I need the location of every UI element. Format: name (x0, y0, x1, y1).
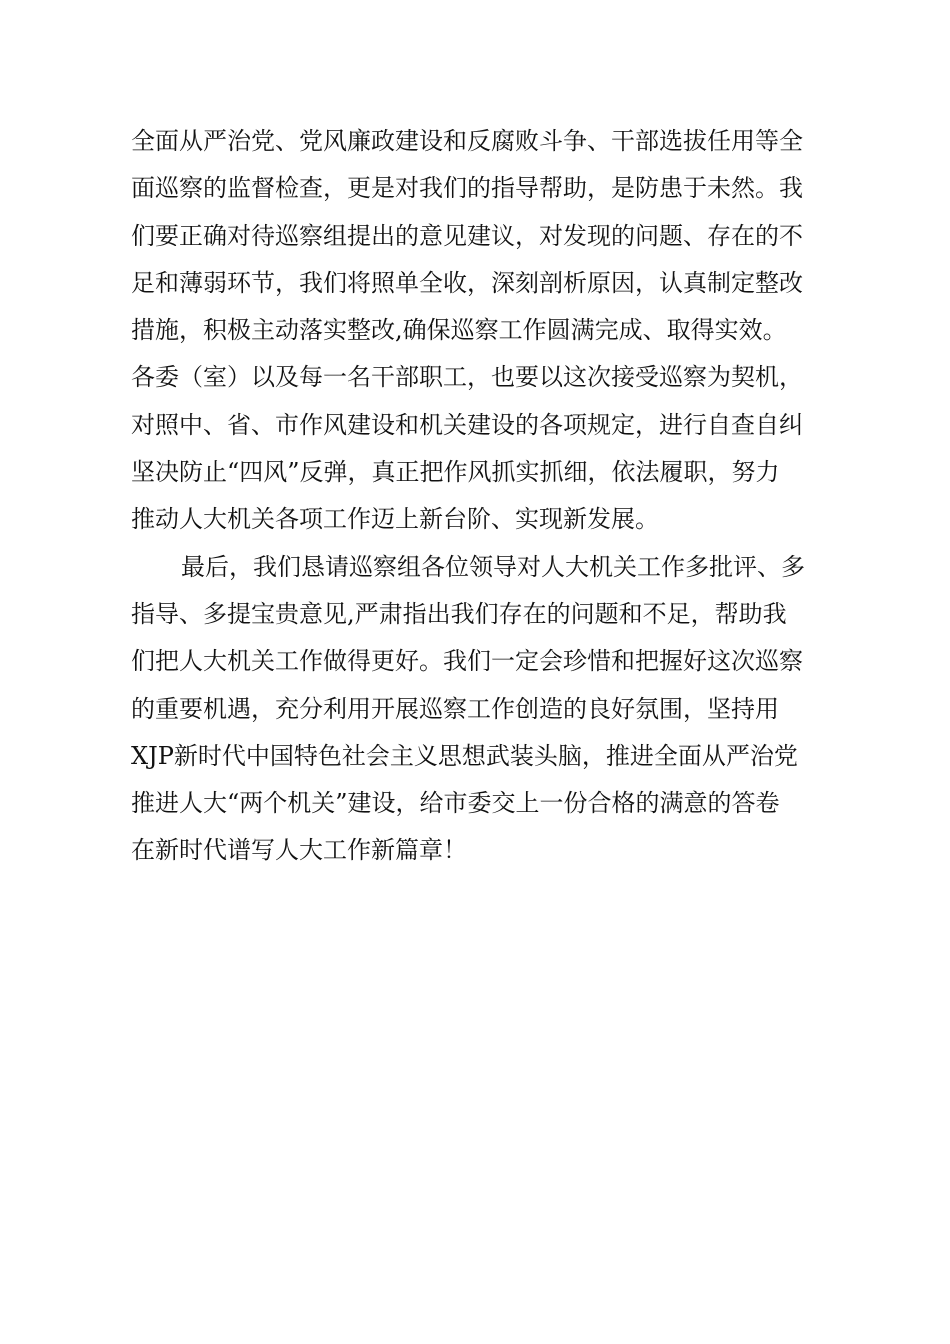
text-line: 指导、多提宝贵意见,严肃指出我们存在的问题和不足，帮助我 (131, 599, 787, 628)
text-line: 各委（室）以及每一名干部职工，也要以这次接受巡察为契机， (131, 363, 803, 392)
text-line: 们把人大机关工作做得更好。我们一定会珍惜和把握好这次巡察 (131, 647, 803, 676)
text-line: 们要正确对待巡察组提出的意见建议，对发现的问题、存在的不 (131, 221, 803, 250)
text-line: 足和薄弱环节，我们将照单全收，深刻剖析原因，认真制定整改 (131, 268, 803, 297)
text-line: 的重要机遇，充分利用开展巡察工作创造的良好氛围，坚持用 (131, 694, 779, 723)
text-line: 推动人大机关各项工作迈上新台阶、实现新发展。 (131, 505, 659, 534)
text-line: 对照中、省、市作风建设和机关建设的各项规定，进行自查自纠 (131, 410, 803, 439)
text-line: 面巡察的监督检查，更是对我们的指导帮助，是防患于未然。我 (131, 174, 803, 203)
text-line: 推进人大“两个机关”建设，给市委交上一份合格的满意的答卷 (131, 789, 780, 818)
body-text (131, 118, 861, 875)
paragraph-first-line: 最后，我们恳请巡察组各位领导对人大机关工作多批评、多 (181, 552, 805, 581)
text-line: XJP新时代中国特色社会主义思想武装头脑，推进全面从严治党 (131, 741, 798, 770)
text-line: 坚决防止“四风”反弹，真正把作风抓实抓细，依法履职，努力 (131, 458, 780, 487)
text-line: 措施，积极主动落实整改,确保巡察工作圆满完成、取得实效。 (131, 316, 787, 345)
text-line: 全面从严治党、党风廉政建设和反腐败斗争、干部选拔任用等全 (131, 127, 803, 155)
text-line: 在新时代谱写人大工作新篇章！ (131, 836, 467, 865)
